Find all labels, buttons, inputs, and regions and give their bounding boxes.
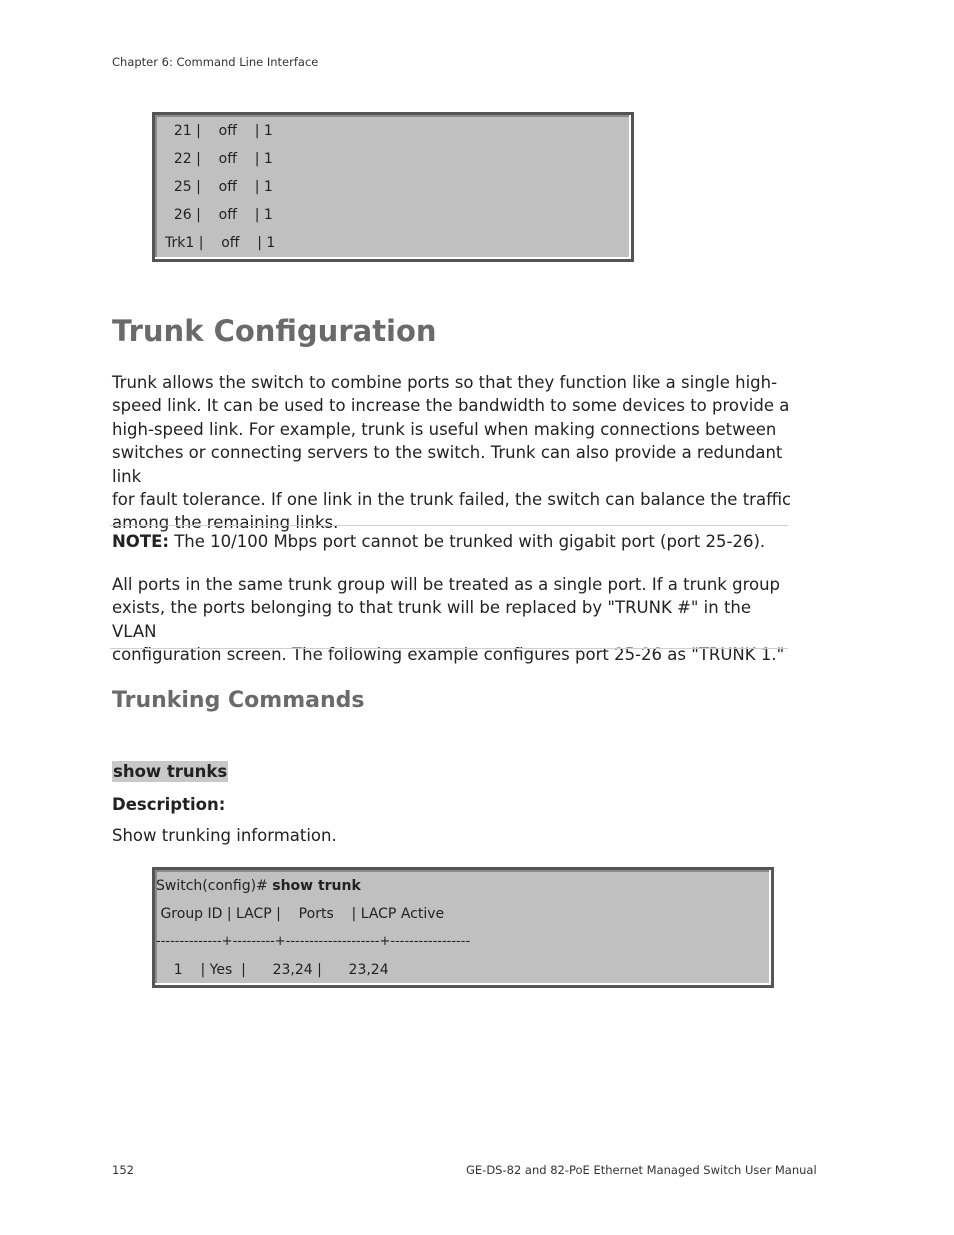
code-block-show-trunk xyxy=(152,867,774,988)
code-line: 22 | off | 1 xyxy=(165,151,273,167)
subsection-heading: Trunking Commands xyxy=(112,688,365,713)
text-line: switches or connecting servers to the switch. Trunk can also provide a redundant link xyxy=(112,443,783,486)
description-text: Show trunking information. xyxy=(112,826,337,845)
trunk-group-paragraph xyxy=(112,573,792,667)
command-name: show trunks xyxy=(113,762,228,781)
note-label: NOTE: xyxy=(112,532,169,551)
text-line: high-speed link. For example, trunk is useful when making connections between xyxy=(112,419,777,439)
footer-title: GE-DS-82 and 82-PoE Ethernet Managed Switch User Manual xyxy=(466,1163,817,1177)
description-label: Description: xyxy=(112,795,226,814)
text-line: for fault tolerance. If one link in the trunk failed, the switch can balance the traffic xyxy=(112,490,792,510)
code-block-port-status xyxy=(152,112,634,262)
text-line: exists, the ports belonging to that trunk will be replaced by "TRUNK #" in the VLAN xyxy=(112,598,752,641)
code-line: 25 | off | 1 xyxy=(165,179,273,195)
divider xyxy=(110,648,788,649)
page-number: 152 xyxy=(112,1163,134,1177)
code-line: 1 | Yes | 23,24 | 23,24 xyxy=(156,962,389,978)
note xyxy=(112,532,765,551)
running-header: Chapter 6: Command Line Interface xyxy=(112,55,319,69)
code-line xyxy=(156,878,361,894)
section-heading: Trunk Configuration xyxy=(112,314,437,348)
text-line: Trunk allows the switch to combine ports so that they function like a single high- xyxy=(112,373,778,392)
cli-prompt: Switch(config)# xyxy=(156,878,273,894)
divider xyxy=(110,525,788,526)
intro-paragraph xyxy=(112,371,792,535)
code-line: Group ID | LACP | Ports | LACP Active xyxy=(156,906,445,922)
code-line: 26 | off | 1 xyxy=(165,207,273,223)
code-line: --------------+---------+--------------------+----------------- xyxy=(156,934,471,949)
cli-command: show trunk xyxy=(272,878,361,894)
text-line: All ports in the same trunk group will be treated as a single port. If a trunk group xyxy=(112,575,781,594)
note-text: The 10/100 Mbps port cannot be trunked with gigabit port (port 25-26). xyxy=(168,532,766,551)
text-line: among the remaining links. xyxy=(112,513,339,533)
text-line: speed link. It can be used to increase the bandwidth to some devices to provide a xyxy=(112,396,790,416)
code-line: 21 | off | 1 xyxy=(165,123,273,139)
code-line: Trk1 | off | 1 xyxy=(165,235,276,251)
text-line: configuration screen. The following example configures port 25-26 as "TRUNK 1." xyxy=(112,645,785,665)
